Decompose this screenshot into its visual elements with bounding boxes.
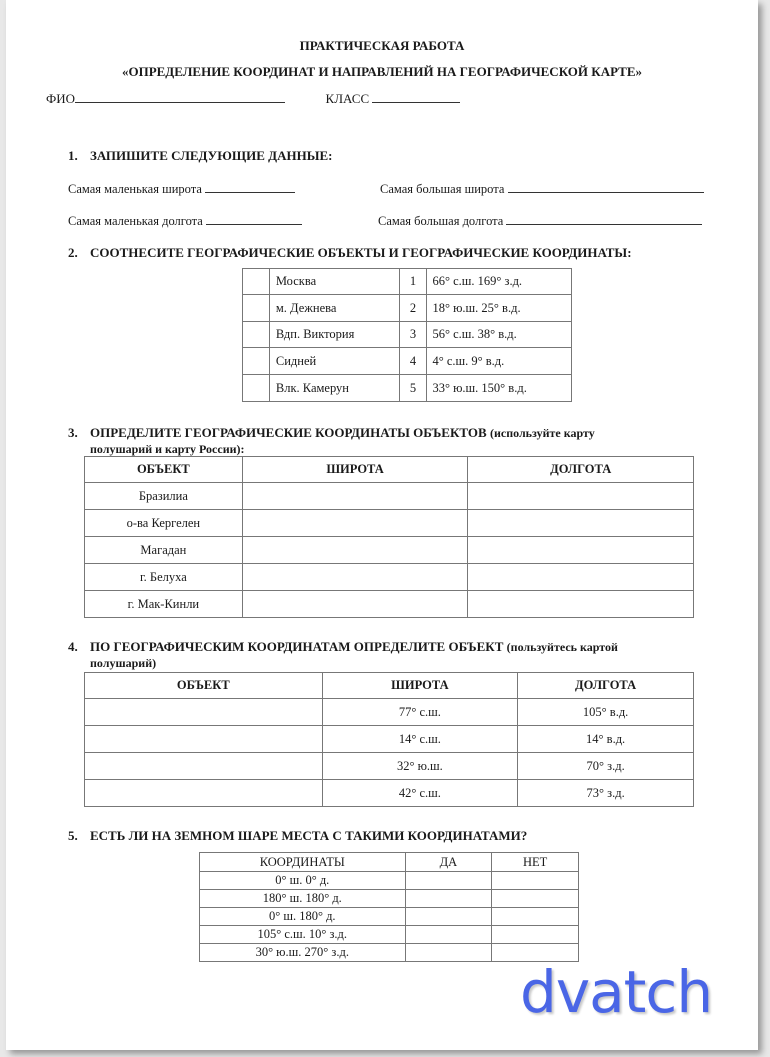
table-row: [85, 780, 694, 807]
table-row: [85, 591, 694, 618]
task4-number: 4.: [68, 639, 78, 654]
coords-cell: 30° ю.ш. 270° з.д.: [200, 944, 406, 962]
task5-number: 5.: [68, 828, 78, 843]
object-cell: г. Белуха: [85, 564, 243, 591]
answer-cell[interactable]: [243, 348, 270, 375]
lon-cell: 105° в.д.: [518, 699, 694, 726]
min-lat-row: [68, 180, 295, 197]
coord-cell: 66° с.ш. 169° з.д.: [427, 269, 572, 295]
col-yes-header: ДА: [405, 853, 492, 872]
max-lat-label: Самая большая широта: [380, 182, 505, 196]
object-cell[interactable]: [85, 726, 323, 753]
fio-label: ФИО: [46, 91, 76, 106]
table-row: [85, 537, 694, 564]
min-lat-field[interactable]: [205, 180, 295, 193]
col-lat-header: ШИРОТА: [322, 673, 518, 699]
min-lon-label: Самая маленькая долгота: [68, 214, 203, 228]
lon-cell[interactable]: [468, 537, 694, 564]
col-object-header: ОБЪЕКТ: [85, 673, 323, 699]
table-row: [243, 322, 572, 348]
table-row: [200, 872, 579, 890]
number-cell: 3: [399, 322, 427, 348]
document-page: [6, 0, 758, 1050]
lat-cell[interactable]: [242, 564, 468, 591]
table-row: [85, 753, 694, 780]
coords-cell: 180° ш. 180° д.: [200, 890, 406, 908]
table-header-row: [200, 853, 579, 872]
answer-cell[interactable]: [243, 375, 270, 402]
task5-title: ЕСТЬ ЛИ НА ЗЕМНОМ ШАРЕ МЕСТА С ТАКИМИ КООРДИНАТАМИ?: [90, 828, 528, 843]
table-row: [85, 564, 694, 591]
coords-cell: 0° ш. 180° д.: [200, 908, 406, 926]
table-header-row: [85, 457, 694, 483]
max-lat-field[interactable]: [508, 180, 704, 193]
yes-cell[interactable]: [405, 926, 492, 944]
task3-title: ОПРЕДЕЛИТЕ ГЕОГРАФИЧЕСКИЕ КООРДИНАТЫ ОБЪЕКТОВ: [90, 425, 487, 440]
lat-cell[interactable]: [242, 591, 468, 618]
task4-heading: [68, 639, 733, 671]
task5-heading: [68, 828, 527, 844]
object-cell[interactable]: [85, 780, 323, 807]
object-cell: Бразилиа: [85, 483, 243, 510]
lat-cell: 77° с.ш.: [322, 699, 518, 726]
lon-cell: 70° з.д.: [518, 753, 694, 780]
answer-cell[interactable]: [243, 269, 270, 295]
object-cell: Сидней: [269, 348, 399, 375]
lat-cell: 32° ю.ш.: [322, 753, 518, 780]
coord-cell: 33° ю.ш. 150° в.д.: [427, 375, 572, 402]
task4-title-line2: полушарий): [90, 656, 157, 670]
object-cell[interactable]: [85, 699, 323, 726]
task2-title: СООТНЕСИТЕ ГЕОГРАФИЧЕСКИЕ ОБЪЕКТЫ И ГЕОГРАФИЧЕСКИЕ КООРДИНАТЫ:: [90, 245, 632, 260]
max-lon-label: Самая большая долгота: [378, 214, 504, 228]
table-row: [85, 699, 694, 726]
lon-cell[interactable]: [468, 564, 694, 591]
max-lon-field[interactable]: [506, 212, 702, 225]
lon-cell[interactable]: [468, 483, 694, 510]
table-row: [85, 726, 694, 753]
page-subtitle: «ОПРЕДЕЛЕНИЕ КООРДИНАТ И НАПРАВЛЕНИЙ НА ГЕОГРАФИЧЕСКОЙ КАРТЕ»: [121, 64, 643, 79]
lat-cell[interactable]: [242, 510, 468, 537]
object-cell: м. Дежнева: [269, 295, 399, 322]
watermark-logo: dvatch: [520, 958, 713, 1026]
max-lon-row: [378, 212, 702, 229]
task4-title: ПО ГЕОГРАФИЧЕСКИМ КООРДИНАТАМ ОПРЕДЕЛИТЕ ОБЪЕКТ: [90, 639, 504, 654]
min-lon-field[interactable]: [206, 212, 302, 225]
lon-cell: 14° в.д.: [518, 726, 694, 753]
lon-cell: 73° з.д.: [518, 780, 694, 807]
col-lat-header: ШИРОТА: [242, 457, 468, 483]
object-cell: Магадан: [85, 537, 243, 564]
yes-cell[interactable]: [405, 908, 492, 926]
page-title: ПРАКТИЧЕСКАЯ РАБОТА: [299, 38, 465, 53]
number-cell: 4: [399, 348, 427, 375]
col-lon-header: ДОЛГОТА: [468, 457, 694, 483]
coords-cell: 105° с.ш. 10° з.д.: [200, 926, 406, 944]
task3-title-note: (используйте карту: [489, 426, 595, 440]
table-row: [85, 510, 694, 537]
yes-cell[interactable]: [405, 872, 492, 890]
places-table: [199, 852, 579, 962]
yes-cell[interactable]: [405, 944, 492, 962]
table-row: [200, 926, 579, 944]
lat-cell[interactable]: [242, 483, 468, 510]
class-field[interactable]: [372, 90, 460, 103]
col-coords-header: КООРДИНАТЫ: [200, 853, 406, 872]
task1-number: 1.: [68, 148, 78, 163]
lat-cell[interactable]: [242, 537, 468, 564]
table-row: [243, 269, 572, 295]
no-cell[interactable]: [492, 872, 579, 890]
match-table: [242, 268, 572, 402]
yes-cell[interactable]: [405, 890, 492, 908]
lat-cell: 42° с.ш.: [322, 780, 518, 807]
object-cell: Москва: [269, 269, 399, 295]
object-cell[interactable]: [85, 753, 323, 780]
number-cell: 5: [399, 375, 427, 402]
answer-cell[interactable]: [243, 295, 270, 322]
min-lon-row: [68, 212, 302, 229]
object-cell: о-ва Кергелен: [85, 510, 243, 537]
table-row: [85, 483, 694, 510]
task2-heading: [68, 245, 632, 261]
lon-cell[interactable]: [468, 510, 694, 537]
col-no-header: НЕТ: [492, 853, 579, 872]
number-cell: 2: [399, 295, 427, 322]
no-cell[interactable]: [492, 926, 579, 944]
lat-cell: 14° с.ш.: [322, 726, 518, 753]
table-row: [243, 295, 572, 322]
no-cell[interactable]: [492, 890, 579, 908]
no-cell[interactable]: [492, 908, 579, 926]
fio-field[interactable]: [75, 90, 285, 103]
task3-title-line2: полушарий и карту России):: [90, 442, 245, 456]
table-row: [200, 890, 579, 908]
col-lon-header: ДОЛГОТА: [518, 673, 694, 699]
table-row: [200, 908, 579, 926]
object-cell: Вдп. Виктория: [269, 322, 399, 348]
number-cell: 1: [399, 269, 427, 295]
object-cell: Влк. Камерун: [269, 375, 399, 402]
task1-heading: [68, 148, 332, 164]
task4-title-note: (пользуйтесь картой: [506, 640, 618, 654]
task3-heading: [68, 425, 728, 457]
table-row: [243, 375, 572, 402]
coords-table: [84, 456, 694, 618]
min-lat-label: Самая маленькая широта: [68, 182, 202, 196]
table-row: [243, 348, 572, 375]
lon-cell[interactable]: [468, 591, 694, 618]
task3-number: 3.: [68, 425, 78, 440]
coord-cell: 4° с.ш. 9° в.д.: [427, 348, 572, 375]
coords-cell: 0° ш. 0° д.: [200, 872, 406, 890]
coord-cell: 18° ю.ш. 25° в.д.: [427, 295, 572, 322]
class-label: КЛАСС: [325, 91, 370, 106]
object-cell: г. Мак-Кинли: [85, 591, 243, 618]
max-lat-row: [380, 180, 704, 197]
task2-number: 2.: [68, 245, 78, 260]
task1-title: ЗАПИШИТЕ СЛЕДУЮЩИЕ ДАННЫЕ:: [90, 148, 333, 163]
answer-cell[interactable]: [243, 322, 270, 348]
col-object-header: ОБЪЕКТ: [85, 457, 243, 483]
objects-table: [84, 672, 694, 807]
coord-cell: 56° с.ш. 38° в.д.: [427, 322, 572, 348]
student-info-line: [46, 90, 460, 107]
table-header-row: [85, 673, 694, 699]
